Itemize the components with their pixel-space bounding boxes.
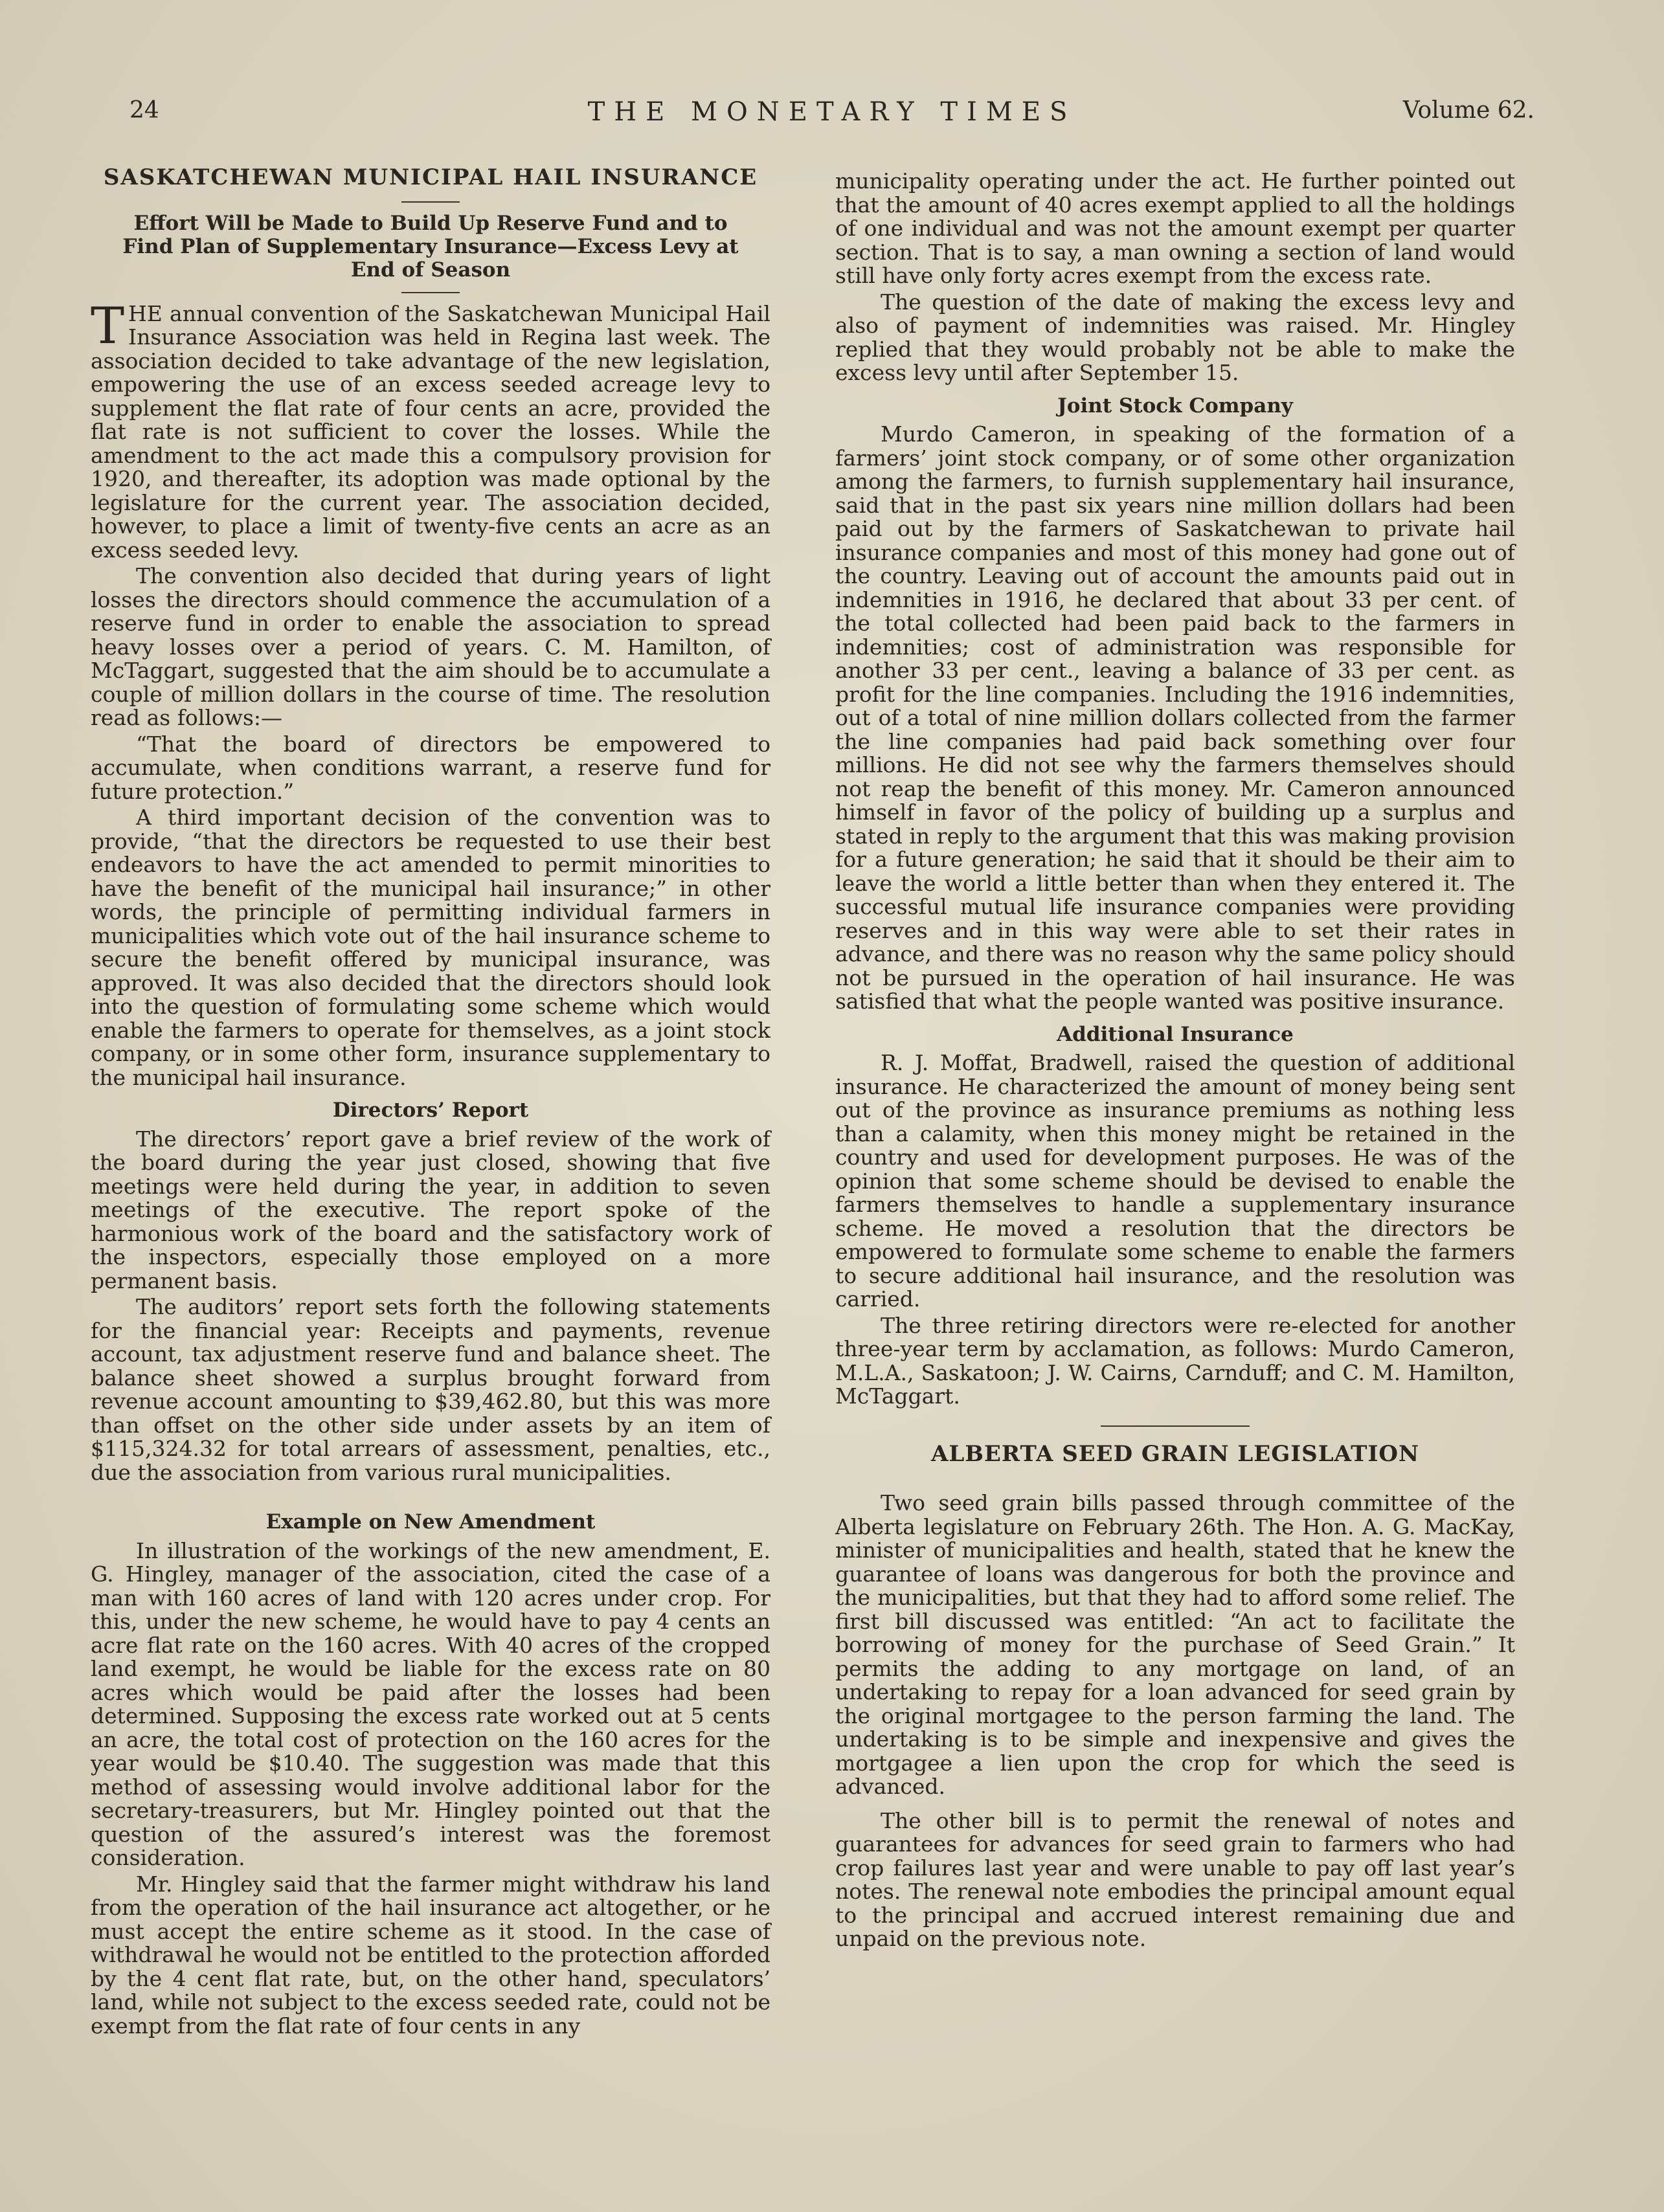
left-column	[91, 162, 770, 2040]
section-heading: Directors’ Report	[332, 1099, 529, 1122]
divider	[401, 292, 460, 293]
paragraph: municipality operating under the act. He further pointed out that the amount of 40 acres exempt applied to all the holdings of one individual and was not the amount exempt per quarter section. That is to say, a man owning a section of land would still have only forty acres exempt from the excess rate.	[835, 168, 1515, 288]
page-header	[129, 97, 1535, 136]
drop-cap: T	[91, 296, 125, 355]
paragraph: The directors’ report gave a brief review of the work of the board during the year just closed, showing that five meetings were held during the year, in addition to seven meetings of the executive. The report spoke of the harmonious work of the board and the satisfactory work of the inspectors, especially those employed on a more permanent basis.	[91, 1126, 770, 1293]
paragraph: Two seed grain bills passed through committee of the Alberta legislature on February 26th. The Hon. A. G. MacKay, minister of municipalities and health, stated that he knew the guarantee of loans was dangerous for both the province and the municipalities, but that they had to afford some relief. The first bill discussed was entitled: “An act to facilitate the borrowing of money for the purchase of Seed Grain.” It permits the adding to any mortgage on land, of an undertaking to repay for a loan advanced for seed grain by the original mortgagee to the person farming the land. The undertaking is to be simple and inexpensive and gives the mortgagee a lien upon the crop for which the seed is advanced.	[835, 1490, 1515, 1799]
section-heading: Joint Stock Company	[1057, 394, 1293, 418]
paragraph: The convention also decided that during years of light losses the directors should commence the accumulation of a reserve fund in order to enable the association to spread heavy losses over a period of years. C. M. Hamilton, of McTaggart, suggested that the aim should be to accumulate a couple of million dollars in the course of time. The resolution read as follows:—	[91, 563, 770, 730]
quoted-resolution: “That the board of directors be empowered to accumulate, when conditions warrant, a reserve fund for future protection.”	[91, 731, 770, 804]
paragraph: THE annual convention of the Saskatchewan Municipal Hail Insurance Association was held in Regina last week. The association decided to take advantage of the new legislation, empowering the use of an excess seeded acreage levy to supplement the flat rate of four cents an acre, provided the flat rate is not sufficient to cover the losses. While the amendment to the act made this a compulsory provision for 1920, and thereafter, its adoption was made optional by the legislature for the current year. The association decided, however, to place a limit of twenty-five cents an acre as an excess seeded levy.	[91, 296, 770, 563]
page-number: 24	[129, 97, 159, 124]
paragraph: Mr. Hingley said that the farmer might withdraw his land from the operation of the hail insurance act altogether, or he must accept the entire scheme as it stood. In the case of withdrawal he would not be entitled to the protection afforded by the 4 cent flat rate, but, on the other hand, speculators’ land, while not subject to the excess seeded rate, could not be exempt from the flat rate of four cents in any	[91, 1871, 770, 2039]
paragraph: A third important decision of the convention was to provide, “that the directors be requested to use their best endeavors to have the act amended to permit minorities to have the benefit of the municipal hail insurance;” in other words, the principle of permitting individual farmers in municipalities which vote out of the hail insurance scheme to secure the benefit offered by municipal insurance, was approved. It was also decided that the directors should look into the question of formulating some scheme which would enable the farmers to operate for themselves, as a joint stock company, or in some other form, insurance supplementary to the municipal hail insurance.	[91, 805, 770, 1090]
paragraph: The auditors’ report sets forth the following statements for the financial year: Receipts and payments, revenue account, tax adjustment reserve fund and balance sheet. The balance sheet showed a surplus brought forward from revenue account amounting to $39,462.80, but this was more than offset on the other side under assets by an item of $115,324.32 for total arrears of assessment, penalties, etc., due the association from various rural municipalities.	[91, 1294, 770, 1485]
paragraph: The other bill is to permit the renewal of notes and guarantees for advances for seed grain to farmers who had crop failures last year and were unable to pay off last year’s notes. The renewal note embodies the principal amount equal to the principal and accrued interest remaining due and unpaid on the previous note.	[835, 1807, 1515, 1951]
volume-label: Volume 62.	[1402, 97, 1535, 124]
paragraph: The three retiring directors were re-elected for another three-year term by acclamation, as follows: Murdo Cameron, M.L.A., Saskatoon; J. W. Cairns, Carnduff; and C. M. Hamilton, McTaggart.	[835, 1312, 1515, 1409]
right-column	[835, 170, 1515, 1954]
divider	[401, 201, 460, 203]
paragraph: Murdo Cameron, in speaking of the formation of a farmers’ joint stock company, or of some other organization among the farmers, to furnish supplementary hail insurance, said that in the past six years nine million dollars had been paid out by the farmers of Saskatchewan to private hail insurance companies and most of this money had gone out of the country. Leaving out of account the amounts paid out in indemnities in 1916, he declared that about 33 per cent. of the total collected had been paid back to the farmers in indemnities; cost of administration was responsible for another 33 per cent., leaving a balance of 33 per cent. as profit for the line companies. Including the 1916 indemnities, out of a total of nine million dollars collected from the farmer the line companies had paid back something over four millions. He did not see why the farmers themselves should not reap the benefit of this money. Mr. Cameron announced himself in favor of the policy of building up a surplus and stated in reply to the argument that this was making provision for a future generation; he said that it should be their aim to leave the world a little better than when they entered it. The successful mutual life insurance companies were providing reserves and in this way were able to set their rates in advance, and there was no reason why the same policy should not be pursued in the operation of hail insurance. He was satisfied that what the people wanted was positive insurance.	[835, 421, 1515, 1014]
section-heading: Example on New Amendment	[265, 1510, 596, 1534]
paragraph: R. J. Moffat, Bradwell, raised the question of additional insurance. He characterized the amount of money being sent out of the province as insurance premiums as nothing less than a calamity, when this money might be retained in the country and used for development purposes. He was of the opinion that some scheme should be devised to enable the farmers themselves to handle a supplementary insurance scheme. He moved a resolution that the directors be empowered to formulate some scheme to enable the farmers to secure additional hail insurance, and the resolution was carried.	[835, 1050, 1515, 1312]
article-separator	[1101, 1425, 1250, 1427]
paragraph: The question of the date of making the excess levy and also of payment of indemnities was raised. Mr. Hingley replied that they would probably not be able to make the excess levy until after September 15.	[835, 289, 1515, 385]
article-subtitle: Effort Will be Made to Build Up Reserve Fund and to Find Plan of Supplementary Insurance—Excess Levy at End of Season	[122, 211, 739, 282]
article-title: ALBERTA SEED GRAIN LEGISLATION	[930, 1440, 1420, 1467]
masthead: THE MONETARY TIMES	[587, 97, 1077, 127]
section-heading: Additional Insurance	[1057, 1022, 1294, 1046]
paragraph: In illustration of the workings of the new amendment, E. G. Hingley, manager of the association, cited the case of a man with 160 acres of land with 120 acres under crop. For this, under the new scheme, he would have to pay 4 cents an acre flat rate on the 160 acres. With 40 acres of the cropped land exempt, he would be liable for the excess rate on 80 acres which would be paid after the losses had been determined. Supposing the excess rate worked out at 5 cents an acre, the total cost of protection on the 160 acres for the year would be $10.40. The suggestion was made that this method of assessing would involve additional labor for the secretary-treasurers, but Mr. Hingley pointed out that the question of the assured’s interest was the foremost consideration.	[91, 1537, 770, 1870]
article-title: SASKATCHEWAN MUNICIPAL HAIL INSURANCE	[103, 164, 758, 190]
